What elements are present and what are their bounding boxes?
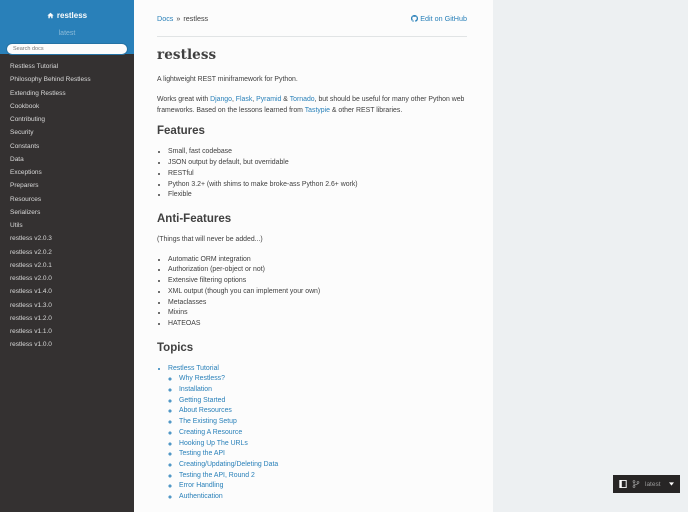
sidebar-item-exceptions[interactable]: Exceptions [10, 169, 42, 176]
topic-link[interactable]: ◦ Testing the API, Round 2 [179, 471, 467, 482]
list-item: • XML output (though you can implement your own) [168, 287, 467, 298]
list-item: • HATEOAS [168, 319, 467, 330]
list-item: • Python 3.2+ (with shims to make broke-ass Python 2.6+ work) [168, 180, 467, 191]
github-icon [411, 15, 418, 22]
sidebar-item-preparers[interactable]: Preparers [10, 182, 39, 190]
anti-features-heading: Anti-Features [157, 212, 232, 225]
topic-link-restless-tutorial[interactable]: Restless Tutorial [168, 364, 219, 372]
sidebar-nav [0, 60, 134, 352]
sidebar-header [0, 0, 134, 54]
anti-features-list [157, 255, 467, 330]
edit-on-github-label: Edit on GitHub [420, 14, 467, 23]
list-item: • Extensive filtering options [168, 276, 467, 287]
list-item: • Flexible [168, 190, 467, 201]
topic-link[interactable]: ◦ Error Handling [179, 481, 467, 492]
features-list [157, 147, 467, 201]
sidebar-item-constants[interactable]: Constants [10, 142, 40, 150]
sidebar-item-v2-0-3[interactable]: restless v2.0.3 [10, 235, 52, 243]
intro-text-1: Works great with [157, 95, 211, 103]
topic-link[interactable]: ◦ About Resources [179, 406, 467, 417]
edit-on-github-link[interactable] [411, 14, 467, 23]
anti-features-note: (Things that will never be added...) [157, 235, 263, 243]
book-icon [619, 480, 627, 488]
branch-icon [632, 480, 640, 488]
list-item: • Automatic ORM integration [168, 255, 467, 266]
breadcrumb-current: restless [183, 14, 209, 23]
intro-text-3: & other REST libraries. [330, 106, 403, 114]
sidebar-item-v1-0-0[interactable]: restless v1.0.0 [10, 341, 52, 349]
list-item: • RESTful [168, 169, 467, 180]
django-link[interactable]: Django [210, 95, 232, 103]
topic-link[interactable]: ◦ Creating A Resource [179, 428, 467, 439]
topics-sublist [168, 374, 467, 502]
main-content [134, 0, 493, 512]
home-link[interactable] [47, 11, 87, 20]
version-flyout[interactable] [613, 475, 680, 493]
intro-text-2: , but should be useful for many other Python web frameworks. Based on the lessons learned from [157, 95, 465, 114]
sidebar-item-resources[interactable]: Resources [10, 195, 42, 203]
page-title: restless [157, 47, 217, 63]
breadcrumb-divider [157, 36, 467, 37]
brand-title: restless [56, 11, 88, 20]
sidebar-item-utils[interactable]: Utils [10, 222, 23, 229]
breadcrumb-docs-link[interactable]: Docs [157, 14, 174, 23]
sidebar-item-cookbook[interactable]: Cookbook [10, 102, 40, 110]
tagline: A lightweight REST miniframework for Python. [157, 76, 298, 83]
list-item: • JSON output by default, but overridable [168, 158, 467, 169]
search-input[interactable] [6, 43, 128, 55]
flask-link[interactable]: Flask [235, 95, 253, 103]
pyramid-link[interactable]: Pyramid [256, 95, 282, 103]
list-item: • Authorization (per-object or not) [168, 265, 467, 276]
version-label: latest [58, 30, 76, 37]
flyout-version: latest [645, 480, 661, 488]
sidebar-item-security[interactable]: Security [10, 129, 34, 137]
topic-link[interactable]: ◦ Creating/Updating/Deleting Data [179, 460, 467, 471]
topics-list [157, 364, 467, 503]
topic-link[interactable]: ◦ Hooking Up The URLs [179, 439, 467, 450]
sidebar-item-serializers[interactable]: Serializers [10, 208, 41, 216]
page-background [493, 0, 688, 512]
list-item: • Mixins [168, 308, 467, 319]
sidebar-item-restless-tutorial[interactable]: Restless Tutorial [10, 63, 59, 70]
list-item: • Metaclasses [168, 298, 467, 309]
topics-heading: Topics [157, 341, 194, 354]
sidebar-item-v1-2-0[interactable]: restless v1.2.0 [10, 314, 52, 322]
sidebar-item-v2-0-1[interactable]: restless v2.0.1 [10, 261, 52, 269]
topic-link[interactable]: ◦ Authentication [179, 492, 467, 503]
sidebar-item-philosophy[interactable]: Philosophy Behind Restless [10, 76, 91, 84]
sidebar [0, 0, 134, 512]
sidebar-item-v2-0-2[interactable]: restless v2.0.2 [10, 248, 52, 256]
list-item: • Small, fast codebase [168, 147, 467, 158]
intro-amp: & [281, 95, 290, 103]
sidebar-item-v1-4-0[interactable]: restless v1.4.0 [10, 288, 52, 296]
tastypie-link[interactable]: Tastypie [304, 106, 330, 114]
home-icon [47, 12, 54, 19]
intro-paragraph [157, 95, 467, 117]
features-heading: Features [157, 125, 205, 138]
sidebar-item-v2-0-0[interactable]: restless v2.0.0 [10, 275, 52, 282]
topic-link[interactable]: ◦ Why Restless? [179, 374, 467, 385]
breadcrumb [157, 13, 467, 24]
sidebar-item-v1-1-0[interactable]: restless v1.1.0 [10, 328, 52, 335]
caret-down-icon [669, 482, 674, 486]
tornado-link[interactable]: Tornado [289, 95, 315, 103]
topic-link[interactable]: ◦ Getting Started [179, 396, 467, 407]
topic-root-item [168, 364, 467, 503]
sidebar-item-v1-3-0[interactable]: restless v1.3.0 [10, 301, 52, 309]
sidebar-item-extending[interactable]: Extending Restless [10, 89, 66, 97]
intro-comma-1: , [231, 95, 236, 103]
topic-link[interactable]: ◦ The Existing Setup [179, 417, 467, 428]
sidebar-item-contributing[interactable]: Contributing [10, 116, 46, 123]
breadcrumb-separator: » [176, 14, 181, 23]
topic-link[interactable]: ◦ Installation [179, 385, 467, 396]
topic-link[interactable]: ◦ Testing the API [179, 449, 467, 460]
intro-comma-2: , [252, 95, 257, 103]
sidebar-item-data[interactable]: Data [10, 155, 24, 163]
